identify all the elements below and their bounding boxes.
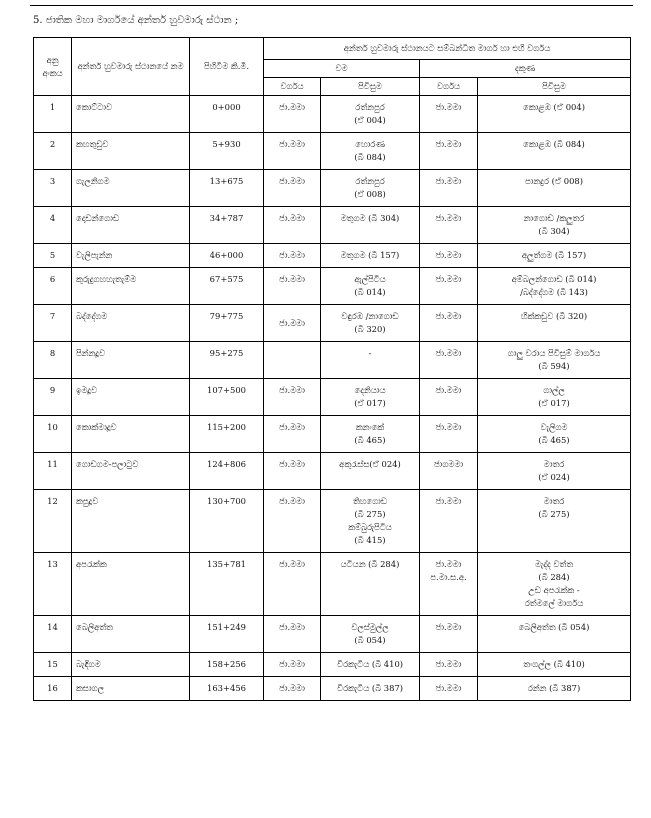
left-access-road-line: වීරකැටිය (බී 410) [336,659,404,669]
left-access-road-line: (බී 275) [354,509,386,519]
right-access-road-line: කොළඹ (ඒ 004) [523,102,585,112]
left-access-road [321,416,420,453]
right-access-road-line: රත්මලේ මාර්ගය [524,598,584,608]
table-row [34,133,631,170]
right-road-class [420,653,478,677]
left-access-road [321,268,420,305]
row-number: 8 [34,342,72,379]
location-km: 163+456 [190,677,264,701]
right-road-class-line: ජා.මමා [435,250,462,260]
right-access-road-line: (බී 594) [538,361,570,371]
location-km: 46+000 [190,244,264,268]
right-access-road-line: බෙලිඅත්ත (බී 054) [518,622,590,632]
left-road-class: ජා.මමා [264,490,321,553]
left-road-class: ජා.මමා [264,244,321,268]
table-row [34,305,631,342]
right-access-road [478,553,631,616]
interchange-name: වැලිපැන්න [72,244,190,268]
row-number: 7 [34,305,72,342]
interchange-name: ඉමදූව [72,379,190,416]
right-access-road-line: මාතර [543,496,565,506]
left-access-road [321,490,420,553]
right-access-road [478,490,631,553]
row-number: 14 [34,616,72,653]
location-km: 5+930 [190,133,264,170]
right-access-road-line: ගාලු වරාය පිවිසුම් මාර්ගය [507,348,601,358]
right-road-class [420,677,478,701]
section-heading: 5. ජාතික මහා මාර්ගයේ අන්තර් හුවමාරු ස්ථාන ; [33,15,239,26]
right-road-class [420,490,478,553]
left-access-road [321,305,420,342]
col-header-left-class: වර්ගය [264,78,321,96]
right-road-class [420,207,478,244]
row-number: 10 [34,416,72,453]
row-number: 15 [34,653,72,677]
left-road-class [264,342,321,379]
right-road-class-line: ජා.මමා [435,102,462,112]
location-km: 151+249 [190,616,264,653]
right-access-road [478,96,631,133]
right-access-road-line: තංගල්ල (බී 410) [523,659,585,669]
right-road-class [420,616,478,653]
left-access-road [321,379,420,416]
location-km: 130+700 [190,490,264,553]
table-row [34,342,631,379]
row-number: 5 [34,244,72,268]
right-access-road [478,305,631,342]
table-row [34,96,631,133]
left-access-road [321,170,420,207]
left-access-road [321,244,420,268]
table-row [34,170,631,207]
row-number: 13 [34,553,72,616]
right-access-road-line: මැද්ද වත්ත [534,559,574,569]
left-road-class: ජා.මමා [264,133,321,170]
interchange-name: කුරුදුගහහැතැම්ම [72,268,190,305]
location-km: 158+256 [190,653,264,677]
row-number: 12 [34,490,72,553]
left-road-class: ජා.මමා [264,416,321,453]
right-road-class-line: ජා.මමා [435,385,462,395]
left-road-class: ජා.මමා [264,207,321,244]
table-row [34,553,631,616]
right-road-class [420,416,478,453]
right-access-road-line: (බී 284) [538,572,570,582]
col-header-left-access: පිවිසුම [321,78,420,96]
right-access-road-line: (බී 304) [538,226,570,236]
right-road-class-line: ජා.මමා [435,422,462,432]
row-number: 4 [34,207,72,244]
right-access-road-line: (බී 275) [538,509,570,519]
right-access-road-line: නාගොඩ /කලුතර [523,213,585,223]
left-road-class: ජා.මමා [264,268,321,305]
right-access-road [478,244,631,268]
left-access-road [321,96,420,133]
location-km: 67+575 [190,268,264,305]
right-road-class-line: ජා.මමා [435,213,462,223]
right-access-road [478,268,631,305]
right-access-road [478,653,631,677]
col-header-right: දකුණ [420,60,631,78]
row-number: 1 [34,96,72,133]
left-access-road-line: කම්බුරුපිටිය [348,522,392,532]
right-access-road [478,342,631,379]
right-road-class-line: ජා.මමා [435,139,462,149]
left-access-road-line: රත්නපුර [355,176,385,186]
right-road-class [420,170,478,207]
left-access-road-line: රත්නපුර [355,102,385,112]
col-header-name: අන්තර් හුවමාරු ස්ථානයේ නම [72,38,190,96]
right-access-road [478,453,631,490]
right-road-class-line: ජා.මමා [435,659,462,669]
row-number: 2 [34,133,72,170]
right-access-road [478,616,631,653]
right-access-road-line: /බද්දේගම (බී 143) [520,287,588,297]
interchange-name: ගොඩගම-පලාටුව [72,453,190,490]
table-row [34,453,631,490]
left-access-road-line: හොරණ [355,139,385,149]
right-access-road-line: රන්න (බී 387) [527,683,581,693]
left-access-road-line: කනංකේ [355,422,385,432]
right-road-class [420,268,478,305]
interchange-name: කසාගල [72,677,190,701]
left-access-road-line: (බී 465) [354,435,386,445]
table-body [34,96,631,701]
left-access-road-line: වීරකැටිය (බී 387) [336,683,404,693]
row-number: 3 [34,170,72,207]
interchange-name: කොක්මාදූව [72,416,190,453]
left-access-road-line: (බී 054) [354,635,386,645]
col-header-no: අනු අංකය [34,38,72,96]
location-km: 95+275 [190,342,264,379]
table-row [34,616,631,653]
interchange-name: බෙලිඅත්ත [72,616,190,653]
interchange-name: බද්දේගම [72,305,190,342]
right-road-class [420,379,478,416]
left-access-road-line: ඇල්පිටිය [354,274,386,284]
right-access-road-line: (ඒ 017) [538,398,570,408]
top-rule [30,5,633,6]
col-header-right-class: වර්ගය [420,78,478,96]
left-access-road-line: මතුගම (බී 157) [340,250,400,260]
right-access-road-line: අම්බලන්ගොඩ (බී 014) [511,274,597,284]
interchange-table [33,37,631,701]
left-access-road-line: (ඒ 008) [354,189,386,199]
table-row [34,244,631,268]
right-road-class-line: ජා.මමා [435,622,462,632]
left-road-class: ජා.මමා [264,170,321,207]
left-access-road-line: (බී 014) [354,287,386,297]
left-access-road-line: (බී 415) [354,535,386,545]
right-road-class-line: ජා.මමා [435,496,462,506]
right-access-road [478,207,631,244]
left-access-road-line: අකුරැස්ස(ඒ 024) [339,459,401,469]
right-road-class [420,244,478,268]
location-km: 34+787 [190,207,264,244]
interchange-name: පින්නදූව [72,342,190,379]
left-access-road-line: දෙනියාය [354,385,386,395]
location-km: 79+775 [190,305,264,342]
right-road-class [420,553,478,616]
left-access-road [321,133,420,170]
left-access-road-line: (බී 320) [354,324,386,334]
right-road-class-line: ජා.මමා [435,348,462,358]
table-row [34,416,631,453]
table-row [34,379,631,416]
interchange-name: කපුදූව [72,490,190,553]
left-road-class: ජා.මමා [264,96,321,133]
right-road-class-line: ජාගමමා [433,459,464,469]
right-access-road-line: වැලිගම [540,422,568,432]
left-road-class: ජා.මමා [264,379,321,416]
left-access-road [321,453,420,490]
left-access-road [321,653,420,677]
right-road-class-line: ජා.මමා [435,274,462,284]
table-row [34,677,631,701]
right-access-road-line: හික්කඩුව (බී 320) [520,311,588,321]
interchange-name: අපරැක්ක [72,553,190,616]
right-road-class-line: ජා.මමා [435,311,462,321]
col-header-km: පිහිටීම කි.මී. [190,38,264,96]
right-road-class-line: ජා.මමා [435,176,462,186]
right-access-road [478,133,631,170]
col-header-right-access: පිවිසුම [478,78,631,96]
left-road-class: ජා.මමා [264,616,321,653]
right-access-road-line: (ඒ 024) [538,472,570,482]
row-number: 16 [34,677,72,701]
left-access-road-line: වඳුරඹ /නාගොඩ [341,311,399,321]
left-access-road [321,616,420,653]
right-road-class [420,133,478,170]
location-km: 124+806 [190,453,264,490]
left-access-road [321,553,420,616]
right-access-road-line: උඩ අපරැක්ක - [528,585,580,595]
left-road-class: ජා.මමා [264,653,321,677]
row-number: 6 [34,268,72,305]
interchange-name: බැඳිගම [72,653,190,677]
table-row [34,490,631,553]
table-row [34,207,631,244]
left-access-road [321,342,420,379]
interchange-name: කහතුඩුව [72,133,190,170]
left-road-class: ජා.මමා [264,553,321,616]
left-access-road-line: (ඒ 004) [354,115,386,125]
right-access-road-line: අලුත්ගම (බී 157) [521,250,587,260]
table-row [34,268,631,305]
left-access-road [321,207,420,244]
right-access-road [478,416,631,453]
interchange-name: කොට්ටාව [72,96,190,133]
right-access-road-line: පානදුර (ඒ 008) [524,176,584,186]
right-access-road [478,379,631,416]
left-road-class: ජා.මමා [264,677,321,701]
table-row [34,653,631,677]
location-km: 135+781 [190,553,264,616]
location-km: 107+500 [190,379,264,416]
right-access-road [478,677,631,701]
left-access-road-line: යටියන (බී 284) [340,559,400,569]
left-road-class: ජා.මමා [264,305,321,342]
col-header-group: අන්තර් හුවමාරු ස්ථානයට සම්බන්ධිත මාර්ග හා එහි වර්ගය [264,38,631,60]
row-number: 9 [34,379,72,416]
left-access-road-line: තිහගොඩ [352,496,388,506]
right-access-road [478,170,631,207]
interchange-name: ගැලනිගම [72,170,190,207]
right-access-road-line: මාතර [543,459,565,469]
left-access-road-line: මතුගම (බී 304) [340,213,400,223]
left-access-road-line: - [368,348,372,358]
right-road-class [420,305,478,342]
right-road-class-line: ප.මා.ස.අ. [430,572,467,582]
right-access-road-line: (බී 465) [538,435,570,445]
location-km: 0+000 [190,96,264,133]
right-road-class [420,342,478,379]
location-km: 13+675 [190,170,264,207]
right-road-class-line: ජා.මමා [435,559,462,569]
left-access-road [321,677,420,701]
interchange-name: දොඩන්ගොඩ [72,207,190,244]
left-access-road-line: (බී 084) [354,152,386,162]
left-road-class: ජා.මමා [264,453,321,490]
left-access-road-line: (ඒ 017) [354,398,386,408]
right-road-class [420,96,478,133]
row-number: 11 [34,453,72,490]
col-header-left: වම [264,60,420,78]
right-road-class-line: ජා.මමා [435,683,462,693]
right-access-road-line: ගාල්ල [543,385,565,395]
right-road-class [420,453,478,490]
right-access-road-line: කොළඹ (බී 084) [523,139,585,149]
location-km: 115+200 [190,416,264,453]
left-access-road-line: වලස්මුල්ල [351,622,389,632]
